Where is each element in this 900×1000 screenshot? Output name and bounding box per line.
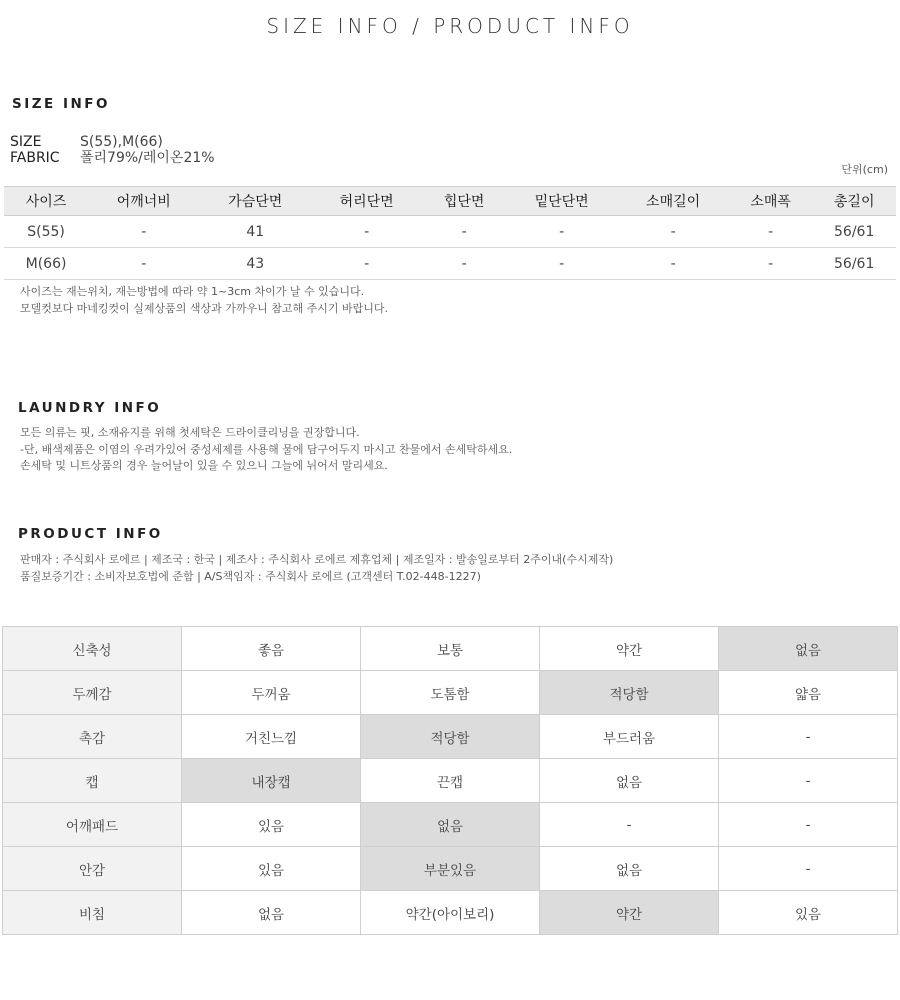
size-notes	[20, 284, 388, 317]
fabric-grid-row-label: 촉감	[3, 715, 182, 759]
column-header: 허리단면	[311, 187, 422, 216]
fabric-grid-option: 부드러움	[540, 715, 719, 759]
fabric-grid-row-label: 어깨패드	[3, 803, 182, 847]
size-value: S(55),M(66)	[80, 134, 163, 150]
fabric-grid-row-label: 캡	[3, 759, 182, 803]
fabric-grid-option: 있음	[182, 847, 361, 891]
fabric-grid-option: 있음	[719, 891, 898, 935]
table-cell: -	[311, 216, 422, 248]
fabric-grid-row	[3, 891, 898, 935]
laundry-line: 손세탁 및 니트상품의 경우 늘어날이 있을 수 있으니 그늘에 뉘어서 말리세요.	[20, 459, 388, 472]
fabric-label: FABRIC	[10, 150, 60, 166]
table-cell: 43	[200, 248, 311, 280]
laundry-info-heading: LAUNDRY INFO	[18, 400, 162, 416]
fabric-grid-row-label: 비침	[3, 891, 182, 935]
table-cell: -	[617, 248, 728, 280]
laundry-line: -단, 배색제품은 이염의 우려가있어 중성세제를 사용해 물에 담구어두지 마시고 찬물에서 손세탁하세요.	[20, 442, 513, 456]
fabric-grid-option: 좋음	[182, 627, 361, 671]
fabric-grid-row-label: 안감	[3, 847, 182, 891]
product-line: 판매자 : 주식회사 로에르 | 제조국 : 한국 | 제조사 : 주식회사 로에르 제휴업체 | 제조일자 : 발송일로부터 2주이내(수시제작)	[20, 553, 614, 566]
table-cell: -	[506, 248, 617, 280]
size-info-heading: SIZE INFO	[12, 96, 110, 112]
laundry-notes	[20, 425, 512, 475]
fabric-property-grid	[2, 626, 898, 935]
product-line: 품질보증기간 : 소비자보호법에 준함 | A/S책임자 : 주식회사 로에르 (고객센터 T.02-448-1227)	[20, 569, 481, 583]
table-cell: 56/61	[812, 248, 896, 280]
fabric-grid-option: 끈캡	[361, 759, 540, 803]
fabric-grid-option: 얇음	[719, 671, 898, 715]
fabric-grid-option-selected: 적당함	[540, 671, 719, 715]
fabric-grid-option: 약간(아이보리)	[361, 891, 540, 935]
column-header: 소매길이	[617, 187, 728, 216]
size-table	[4, 186, 896, 280]
table-cell: 41	[200, 216, 311, 248]
fabric-grid-option: -	[719, 759, 898, 803]
fabric-grid-row-label: 두께감	[3, 671, 182, 715]
table-cell: M(66)	[4, 248, 88, 280]
column-header: 총길이	[812, 187, 896, 216]
fabric-grid-option: 두꺼움	[182, 671, 361, 715]
table-cell: -	[729, 248, 813, 280]
table-row	[4, 248, 896, 280]
size-note-line: 사이즈는 재는위치, 재는방법에 따라 약 1~3cm 차이가 날 수 있습니다.	[20, 285, 365, 298]
table-cell: -	[422, 248, 506, 280]
size-note-line: 모델컷보다 마네킹컷이 실제상품의 색상과 가까우니 참고해 주시기 바랍니다.	[20, 301, 389, 315]
unit-label: 단위(cm)	[841, 163, 888, 176]
fabric-grid-option: 도톰함	[361, 671, 540, 715]
fabric-grid-option: 없음	[540, 847, 719, 891]
fabric-grid-option-selected: 없음	[719, 627, 898, 671]
fabric-grid-option-selected: 약간	[540, 891, 719, 935]
table-cell: 56/61	[812, 216, 896, 248]
size-table-header	[4, 187, 896, 216]
table-cell: -	[88, 216, 199, 248]
table-cell: S(55)	[4, 216, 88, 248]
table-cell: -	[506, 216, 617, 248]
column-header: 어깨너비	[88, 187, 199, 216]
fabric-grid-option-selected: 없음	[361, 803, 540, 847]
table-cell: -	[311, 248, 422, 280]
column-header: 가슴단면	[200, 187, 311, 216]
product-info-heading: PRODUCT INFO	[18, 526, 163, 542]
table-cell: -	[422, 216, 506, 248]
size-row	[10, 134, 163, 150]
fabric-grid-option: 보통	[361, 627, 540, 671]
fabric-grid-row	[3, 803, 898, 847]
column-header: 소매폭	[729, 187, 813, 216]
fabric-grid-option: 없음	[540, 759, 719, 803]
fabric-grid-option: 약간	[540, 627, 719, 671]
fabric-grid-option: 있음	[182, 803, 361, 847]
product-notes	[20, 552, 613, 585]
column-header: 사이즈	[4, 187, 88, 216]
fabric-grid-option: -	[540, 803, 719, 847]
fabric-grid-option: -	[719, 715, 898, 759]
table-row	[4, 216, 896, 248]
table-cell: -	[729, 216, 813, 248]
fabric-grid-option-selected: 부분있음	[361, 847, 540, 891]
fabric-grid-option-selected: 적당함	[361, 715, 540, 759]
fabric-grid-row	[3, 759, 898, 803]
fabric-grid-row	[3, 847, 898, 891]
fabric-grid-option: -	[719, 803, 898, 847]
fabric-grid-row	[3, 715, 898, 759]
fabric-value: 폴리79%/레이온21%	[80, 150, 215, 166]
table-cell: -	[88, 248, 199, 280]
table-cell: -	[617, 216, 728, 248]
column-header: 밑단단면	[506, 187, 617, 216]
fabric-grid-option: 없음	[182, 891, 361, 935]
fabric-grid-row	[3, 671, 898, 715]
size-label: SIZE	[10, 134, 42, 150]
fabric-grid-row	[3, 627, 898, 671]
fabric-row	[10, 150, 215, 166]
fabric-grid-row-label: 신축성	[3, 627, 182, 671]
fabric-grid-option-selected: 내장캡	[182, 759, 361, 803]
fabric-grid-option: 거친느낌	[182, 715, 361, 759]
laundry-line: 모든 의류는 핏, 소재유지를 위해 첫세탁은 드라이클리닝을 권장합니다.	[20, 426, 360, 439]
column-header: 힙단면	[422, 187, 506, 216]
page-title: SIZE INFO / PRODUCT INFO	[266, 14, 634, 38]
fabric-grid-option: -	[719, 847, 898, 891]
